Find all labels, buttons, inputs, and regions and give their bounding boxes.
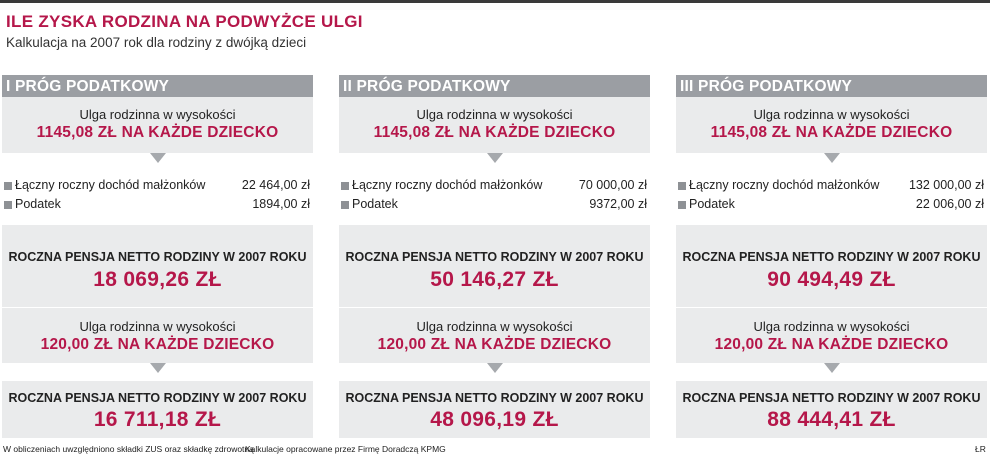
row-value: 22 464,00 zł (241, 178, 310, 192)
ulga-label: Ulga rodzinna w wysokości (79, 107, 236, 122)
divider (339, 307, 650, 308)
row-label: Podatek (689, 197, 735, 211)
row-label: Podatek (15, 197, 61, 211)
top-rule (0, 0, 990, 3)
footer-author: ŁR (975, 444, 986, 454)
ulga-panel-2 (2, 307, 313, 363)
ulga-label: Ulga rodzinna w wysokości (416, 107, 573, 122)
netto-value: 18 069,26 ZŁ (93, 268, 222, 291)
ulga-panel-1 (676, 97, 987, 153)
ulga-label: Ulga rodzinna w wysokości (753, 107, 910, 122)
netto-panel-2 (2, 381, 313, 438)
tax-row (678, 197, 984, 213)
netto-value: 50 146,27 ZŁ (430, 268, 559, 291)
row-value: 132 000,00 zł (908, 178, 984, 192)
netto-value: 88 444,41 ZŁ (767, 408, 896, 431)
arrow-down-icon (487, 153, 503, 163)
ulga-panel-2 (676, 307, 987, 363)
row-value: 1894,00 zł (252, 197, 310, 211)
column-header: I PRÓG PODATKOWY (2, 75, 313, 97)
netto-label: ROCZNA PENSJA NETTO RODZINY W 2007 ROKU (682, 250, 981, 264)
arrow-down-icon (150, 363, 166, 373)
ulga-panel-1 (2, 97, 313, 153)
tax-row (4, 197, 310, 213)
column-tier-1 (2, 75, 313, 438)
page-title: ILE ZYSKA RODZINA NA PODWYŻCE ULGI (6, 12, 363, 31)
ulga-value: 1145,08 ZŁ NA KAŻDE DZIECKO (710, 124, 953, 141)
arrow-down-icon (150, 153, 166, 163)
bullet-square-icon (341, 182, 349, 190)
netto-label: ROCZNA PENSJA NETTO RODZINY W 2007 ROKU (8, 250, 307, 264)
ulga-label: Ulga rodzinna w wysokości (79, 319, 236, 334)
netto-label: ROCZNA PENSJA NETTO RODZINY W 2007 ROKU (345, 250, 644, 264)
netto-panel-1 (2, 225, 313, 307)
netto-panel-2 (339, 381, 650, 438)
ulga-value: 1145,08 ZŁ NA KAŻDE DZIECKO (373, 124, 616, 141)
ulga-label: Ulga rodzinna w wysokości (753, 319, 910, 334)
row-value: 22 006,00 zł (915, 197, 984, 211)
bullet-square-icon (4, 182, 12, 190)
ulga-value: 120,00 ZŁ NA KAŻDE DZIECKO (377, 336, 612, 353)
ulga-value: 1145,08 ZŁ NA KAŻDE DZIECKO (36, 124, 279, 141)
ulga-panel-1 (339, 97, 650, 153)
row-value: 9372,00 zł (589, 197, 647, 211)
bullet-square-icon (678, 182, 686, 190)
netto-panel-2 (676, 381, 987, 438)
tax-row (341, 197, 647, 213)
divider (2, 307, 313, 308)
column-header: III PRÓG PODATKOWY (676, 75, 987, 97)
income-row (4, 178, 310, 194)
footer-note: W obliczeniach uwzględniono składki ZUS oraz składkę zdrowotną (3, 444, 254, 454)
page-subtitle: Kalkulacja na 2007 rok dla rodziny z dwójką dzieci (6, 35, 307, 50)
row-value: 70 000,00 zł (578, 178, 647, 192)
row-label: Łączny roczny dochód małżonków (352, 178, 543, 192)
netto-label: ROCZNA PENSJA NETTO RODZINY W 2007 ROKU (682, 391, 981, 405)
income-row (341, 178, 647, 194)
bullet-square-icon (678, 201, 686, 209)
footer-source: Kalkulacje opracowane przez Firmę Doradczą KPMG (245, 444, 446, 454)
column-tier-3 (676, 75, 987, 438)
income-row (678, 178, 984, 194)
netto-panel-1 (339, 225, 650, 307)
netto-label: ROCZNA PENSJA NETTO RODZINY W 2007 ROKU (345, 391, 644, 405)
arrow-down-icon (487, 363, 503, 373)
column-header: II PRÓG PODATKOWY (339, 75, 650, 97)
ulga-value: 120,00 ZŁ NA KAŻDE DZIECKO (40, 336, 275, 353)
bullet-square-icon (341, 201, 349, 209)
row-label: Łączny roczny dochód małżonków (15, 178, 206, 192)
row-label: Podatek (352, 197, 398, 211)
ulga-label: Ulga rodzinna w wysokości (416, 319, 573, 334)
netto-value: 90 494,49 ZŁ (767, 268, 896, 291)
ulga-value: 120,00 ZŁ NA KAŻDE DZIECKO (714, 336, 949, 353)
netto-panel-1 (676, 225, 987, 307)
divider (676, 307, 987, 308)
ulga-panel-2 (339, 307, 650, 363)
column-tier-2 (339, 75, 650, 438)
arrow-down-icon (824, 363, 840, 373)
row-label: Łączny roczny dochód małżonków (689, 178, 880, 192)
arrow-down-icon (824, 153, 840, 163)
netto-label: ROCZNA PENSJA NETTO RODZINY W 2007 ROKU (8, 391, 307, 405)
netto-value: 16 711,18 ZŁ (93, 408, 222, 431)
bullet-square-icon (4, 201, 12, 209)
netto-value: 48 096,19 ZŁ (430, 408, 559, 431)
